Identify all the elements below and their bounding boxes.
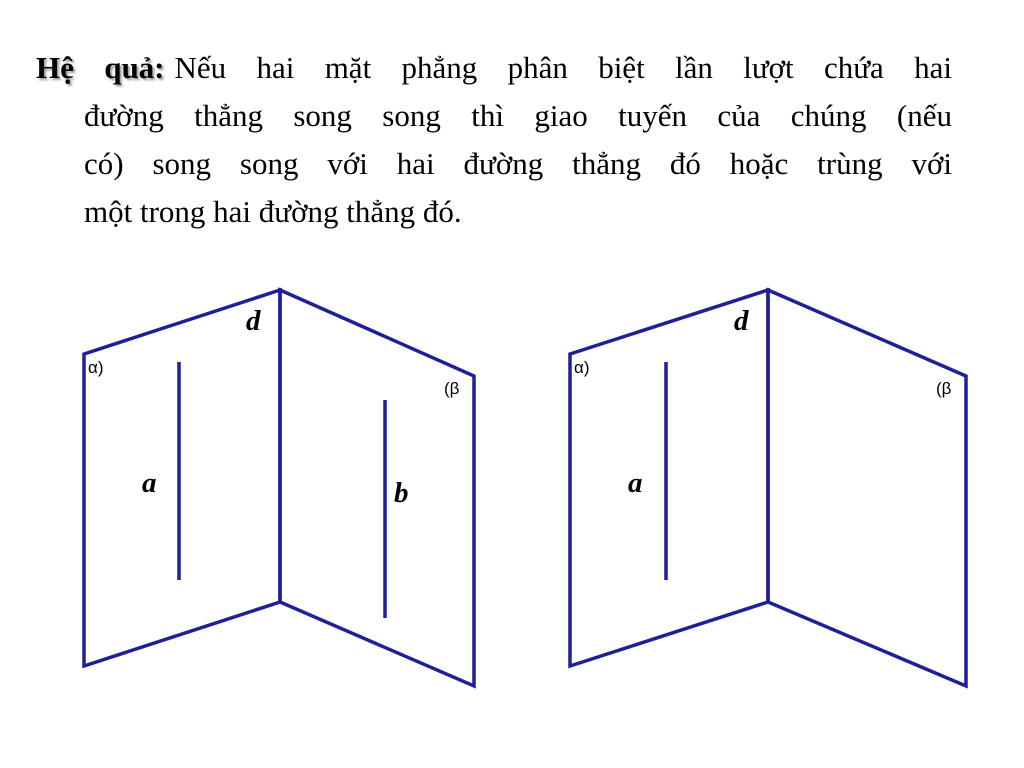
figure-1-label-beta: (β xyxy=(444,379,460,398)
figure-2 xyxy=(570,290,966,686)
figure-2-label-alpha: α) xyxy=(574,358,590,377)
figure-1-label-a: a xyxy=(142,467,157,499)
figure-1-label-d: d xyxy=(246,305,261,337)
theorem-line-1-text: Nếu hai mặt phẳng phân biệt lần lượt chứa hai xyxy=(174,50,952,85)
figure-2-plane-alpha xyxy=(570,290,768,666)
figure-2-label-a: a xyxy=(628,467,643,499)
theorem-line-2: đường thẳng song song thì giao tuyến của chúng (nếu xyxy=(84,98,952,133)
figure-1-label-alpha: α) xyxy=(88,358,104,377)
figure-1-plane-alpha xyxy=(84,290,280,666)
figure-1-plane-beta xyxy=(280,290,474,686)
theorem-term: Hệ quả: xyxy=(36,50,165,85)
theorem-line-3: có) song song với hai đường thẳng đó hoặc trùng với xyxy=(84,146,952,181)
figure-1 xyxy=(84,290,474,686)
figure-2-label-d: d xyxy=(734,305,749,337)
figure-1-label-b: b xyxy=(394,477,409,509)
theorem-line-4: một trong hai đường thẳng đó. xyxy=(84,194,462,229)
figure-2-plane-beta xyxy=(768,290,966,686)
figure-2-label-beta: (β xyxy=(936,379,952,398)
